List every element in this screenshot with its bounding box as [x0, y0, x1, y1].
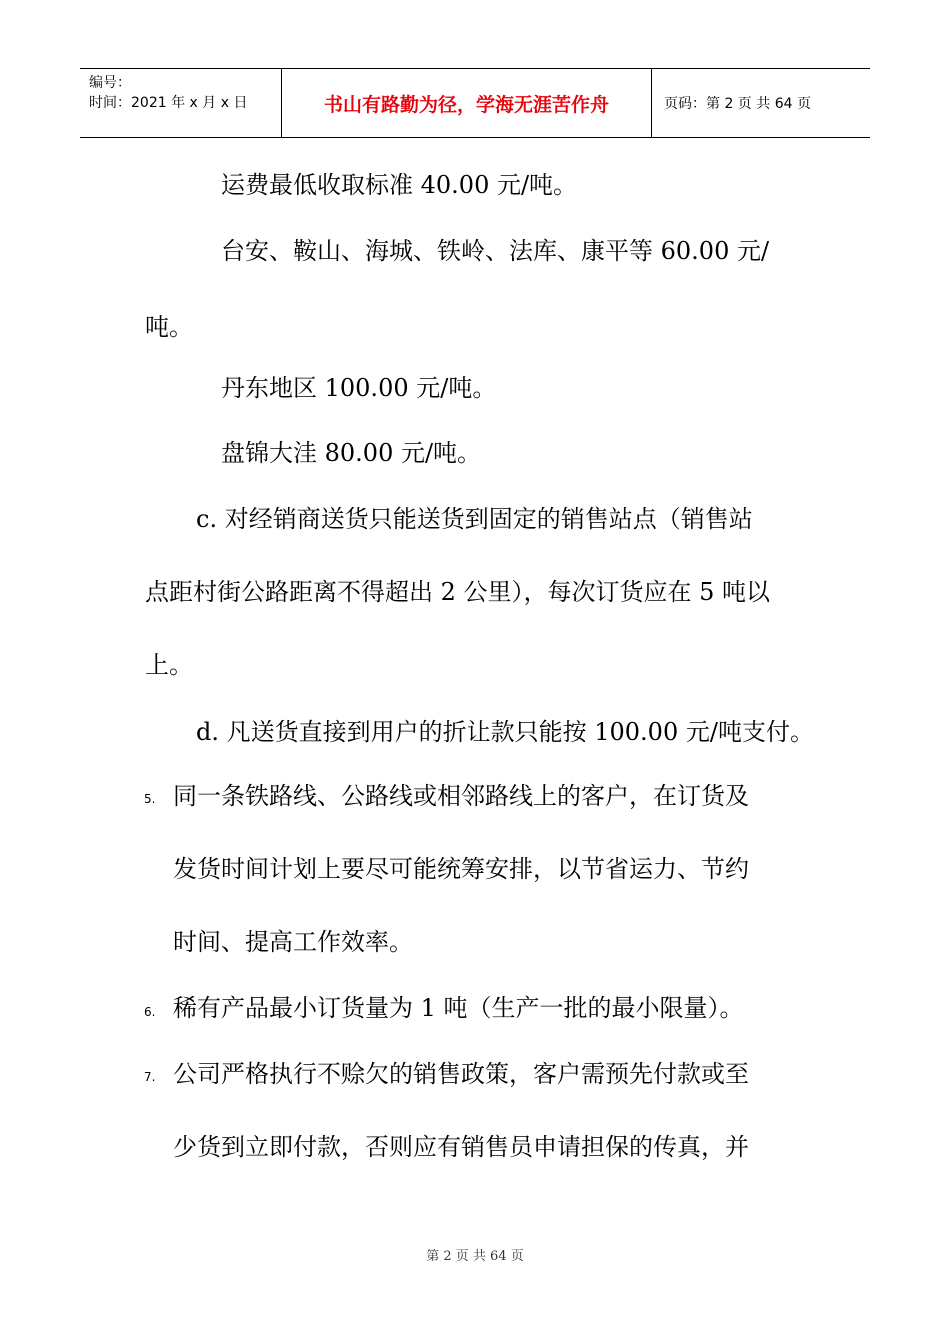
list-item-line: 公司严格执行不赊欠的销售政策，客户需预先付款或至: [173, 1060, 749, 1088]
body-line: 点距村街公路距离不得超出 2 公里），每次订货应在 5 吨以: [145, 578, 771, 606]
body-line: 盘锦大洼 80.00 元/吨。: [221, 439, 482, 467]
list-item-line: 发货时间计划上要尽可能统筹安排，以节省运力、节约: [173, 855, 749, 883]
list-item-number: 6.: [144, 1005, 156, 1019]
list-item-number: 5.: [144, 792, 156, 806]
list-item-line: 稀有产品最小订货量为 1 吨（生产一批的最小限量）。: [173, 994, 744, 1022]
list-item-line: 少货到立即付款，否则应有销售员申请担保的传真，并: [173, 1133, 749, 1161]
body-line: 运费最低收取标准 40.00 元/吨。: [221, 171, 578, 199]
page-footer: 第 2 页 共 64 页: [426, 1249, 524, 1264]
list-item-line: 时间、提高工作效率。: [173, 928, 413, 956]
header-meta: [80, 69, 281, 137]
header-motto: 书山有路勤为径，学海无涯苦作舟: [281, 69, 652, 137]
body-line: c. 对经销商送货只能送货到固定的销售站点（销售站: [196, 505, 753, 533]
list-item-number: 7.: [144, 1070, 156, 1084]
document-date: 时间：2021 年 x 月 x 日: [89, 95, 248, 111]
body-line: 台安、鞍山、海城、铁岭、法库、康平等 60.00 元/: [221, 237, 770, 265]
document-number-label: 编号：: [89, 75, 131, 91]
body-line: 吨。: [145, 313, 193, 341]
list-item-line: 同一条铁路线、公路线或相邻路线上的客户，在订货及: [173, 782, 749, 810]
body-line: 上。: [145, 651, 193, 679]
header-page-info: 页码：第 2 页 共 64 页: [664, 96, 811, 112]
body-line: d. 凡送货直接到用户的折让款只能按 100.00 元/吨支付。: [196, 718, 814, 746]
document-header: [80, 68, 870, 138]
body-line: 丹东地区 100.00 元/吨。: [221, 374, 497, 402]
